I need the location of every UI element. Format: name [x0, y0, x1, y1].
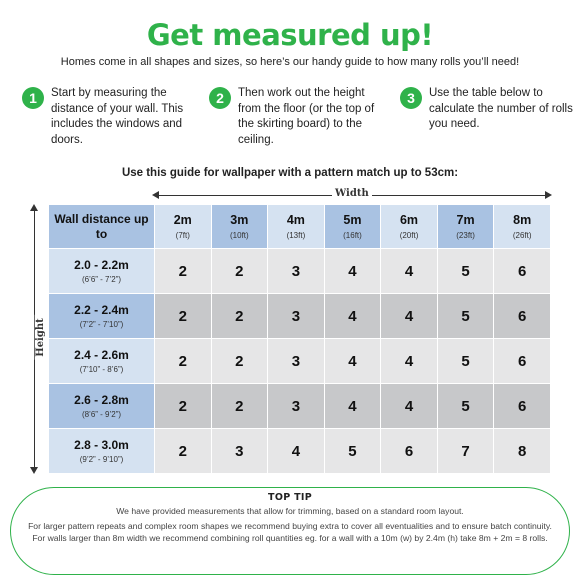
height-row-header	[49, 429, 155, 474]
rolls-cell: 2	[155, 384, 212, 429]
width-arrow	[152, 188, 552, 202]
rolls-cell: 5	[437, 294, 494, 339]
width-feet: (20ft)	[399, 231, 419, 240]
rolls-cell: 5	[437, 384, 494, 429]
height-feet: (7’2” - 7’10”)	[79, 320, 124, 329]
table-row	[49, 429, 551, 474]
top-tip-line-1: We have provided measurements that allow for trimming, based on a standard room layout.	[116, 506, 464, 516]
step-text: Then work out the height from the floor (or the top of the skirting board) to the ceiling.	[238, 87, 375, 146]
height-feet: (8’6” - 9’2”)	[81, 410, 122, 419]
rolls-cell: 2	[155, 249, 212, 294]
rolls-cell: 6	[494, 249, 551, 294]
top-tip-line-2: For larger pattern repeats and complex room shapes we recommend buying extra to cover all eventualities and to ensure batch continuity. For walls larger than 8m width we recommend combining roll quantities eg. for a wall with a 10m (w) by 2.4m (h) take 8m + 2m = 8 rolls.	[28, 520, 552, 543]
rolls-cell: 4	[324, 384, 381, 429]
rolls-cell: 7	[437, 429, 494, 474]
width-meters: 3m	[230, 213, 249, 227]
height-row-header	[49, 294, 155, 339]
rolls-cell: 8	[494, 429, 551, 474]
height-arrow	[28, 204, 46, 474]
width-meters: 8m	[513, 213, 532, 227]
width-feet: (16ft)	[343, 231, 362, 240]
rolls-cell: 4	[324, 339, 381, 384]
page-subtitle: Homes come in all shapes and sizes, so here’s our handy guide to how many rolls you’ll need!	[60, 56, 520, 68]
width-feet: (26ft)	[512, 231, 532, 240]
rolls-cell: 3	[268, 249, 325, 294]
step-text: Use the table below to calculate the number of rolls you need.	[429, 87, 573, 130]
height-label: Height	[35, 315, 46, 360]
rolls-cell: 4	[381, 294, 438, 339]
width-label: Width	[332, 188, 372, 199]
width-header	[324, 205, 381, 249]
width-meters: 7m	[456, 213, 475, 227]
rolls-cell: 6	[381, 429, 438, 474]
rolls-table	[48, 204, 551, 474]
step-3	[400, 86, 579, 133]
rolls-cell: 4	[324, 249, 381, 294]
rolls-cell: 5	[437, 339, 494, 384]
width-meters: 4m	[286, 213, 305, 227]
rolls-cell: 5	[437, 249, 494, 294]
height-feet: (7’10” - 8’6”)	[79, 365, 124, 374]
step-text: Start by measuring the distance of your wall. This includes the windows and doors.	[51, 87, 184, 146]
rolls-cell: 2	[211, 249, 268, 294]
rolls-cell: 2	[211, 339, 268, 384]
guide-heading: Use this guide for wallpaper with a pattern match up to 53cm:	[121, 167, 459, 179]
top-tip-heading: TOP TIP	[268, 492, 312, 503]
width-feet: (7ft)	[175, 231, 190, 240]
rolls-cell: 6	[494, 339, 551, 384]
rolls-cell: 3	[211, 429, 268, 474]
height-meters: 2.8 - 3.0m	[74, 438, 129, 452]
table-row	[49, 249, 551, 294]
height-row-header	[49, 339, 155, 384]
top-tip-box	[10, 487, 570, 575]
rolls-cell: 4	[381, 249, 438, 294]
width-header	[211, 205, 268, 249]
step-1	[22, 86, 201, 148]
width-meters: 6m	[399, 213, 419, 227]
width-header	[155, 205, 212, 249]
width-meters: 2m	[173, 213, 192, 227]
width-meters: 5m	[343, 213, 362, 227]
width-feet: (23ft)	[456, 231, 475, 240]
rolls-cell: 6	[494, 294, 551, 339]
step-2	[209, 86, 388, 148]
arrow-right-icon	[545, 191, 552, 199]
height-meters: 2.6 - 2.8m	[74, 393, 129, 407]
table-row	[49, 339, 551, 384]
corner-header: Wall distance up to	[49, 205, 155, 249]
rolls-cell: 2	[211, 384, 268, 429]
height-meters: 2.0 - 2.2m	[74, 258, 129, 272]
height-row-header	[49, 249, 155, 294]
table-row	[49, 384, 551, 429]
rolls-cell: 3	[268, 294, 325, 339]
step-number-badge: 3	[400, 87, 422, 109]
width-header	[268, 205, 325, 249]
height-row-header	[49, 384, 155, 429]
width-header	[381, 205, 438, 249]
arrow-up-icon	[30, 204, 38, 211]
height-feet: (9’2” - 9’10”)	[79, 455, 124, 464]
step-number-badge: 1	[22, 87, 44, 109]
table-row	[49, 294, 551, 339]
step-number-badge: 2	[209, 87, 231, 109]
height-feet: (6’6” - 7’2”)	[81, 275, 122, 284]
rolls-cell: 2	[155, 429, 212, 474]
rolls-cell: 2	[155, 294, 212, 339]
height-meters: 2.4 - 2.6m	[74, 348, 129, 362]
rolls-cell: 3	[268, 384, 325, 429]
page-title: Get measured up!	[146, 18, 434, 52]
height-meters: 2.2 - 2.4m	[74, 303, 129, 317]
arrow-left-icon	[152, 191, 159, 199]
rolls-cell: 4	[268, 429, 325, 474]
width-feet: (10ft)	[230, 231, 249, 240]
rolls-cell: 4	[381, 339, 438, 384]
table-header-row	[49, 205, 551, 249]
rolls-cell: 6	[494, 384, 551, 429]
rolls-cell: 5	[324, 429, 381, 474]
rolls-cell: 4	[324, 294, 381, 339]
width-header	[494, 205, 551, 249]
width-header	[437, 205, 494, 249]
rolls-cell: 3	[268, 339, 325, 384]
rolls-cell: 2	[211, 294, 268, 339]
width-feet: (13ft)	[286, 231, 306, 240]
arrow-down-icon	[30, 467, 38, 474]
rolls-cell: 4	[381, 384, 438, 429]
rolls-cell: 2	[155, 339, 212, 384]
